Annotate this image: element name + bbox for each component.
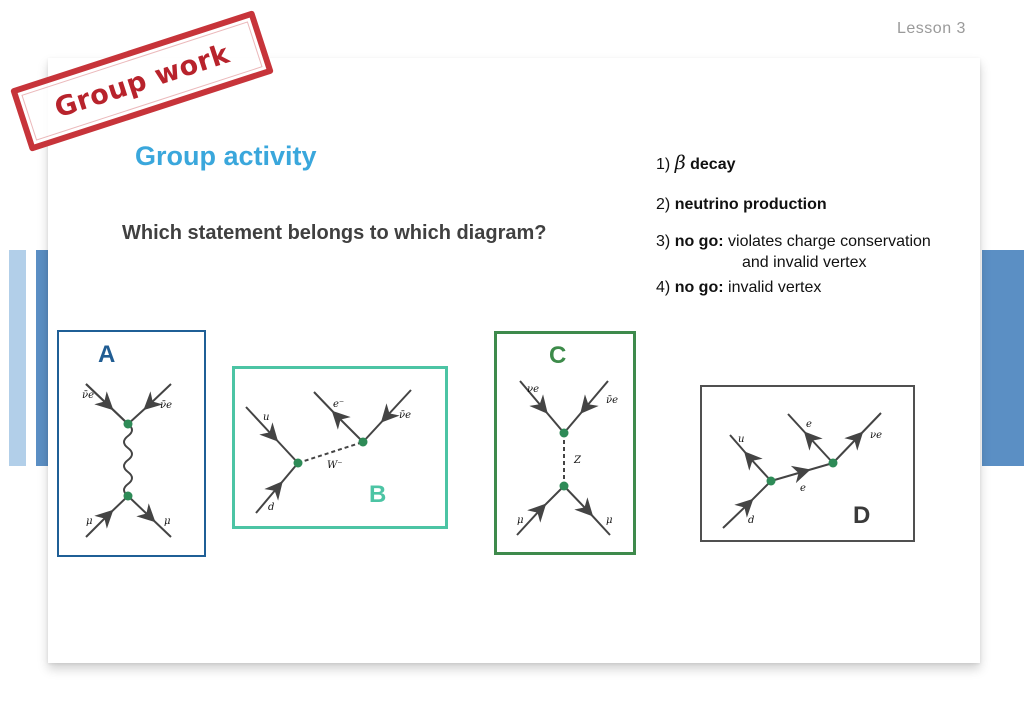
label-b-u: u xyxy=(263,412,270,423)
label-a-tl: ν̄e xyxy=(82,390,94,401)
diagram-a-label: A xyxy=(98,341,116,368)
label-d-d: d xyxy=(748,515,755,526)
label-d-e-top: e xyxy=(806,419,812,430)
statement-number: 2) xyxy=(656,196,671,213)
lesson-number: Lesson 3 xyxy=(897,20,966,37)
label-b-d: d xyxy=(268,502,275,513)
line-d-u xyxy=(730,435,771,481)
line-d-d xyxy=(723,481,771,528)
line-d-e-mid xyxy=(771,463,833,481)
label-c-br: μ xyxy=(606,515,613,526)
statement-keyword: neutrino production xyxy=(674,196,827,213)
statement-number: 1) xyxy=(656,156,671,173)
line-b-u xyxy=(246,407,298,463)
diagram-b-label: B xyxy=(369,481,387,508)
diagram-c-label: C xyxy=(549,342,567,369)
label-c-bl: μ xyxy=(517,515,524,526)
label-d-e-mid: e xyxy=(800,483,806,494)
statement-keyword: no go: xyxy=(674,233,724,250)
vertex-c-top xyxy=(560,429,569,438)
label-c-tr: ν̄e xyxy=(606,395,618,406)
vertex-b-right xyxy=(359,438,368,447)
label-d-nu: νe xyxy=(870,430,882,441)
slide-question: Which statement belongs to which diagram? xyxy=(122,222,547,244)
statement-text: invalid vertex xyxy=(728,279,822,296)
vertex-c-bottom xyxy=(560,482,569,491)
line-b-d xyxy=(256,463,298,513)
diagram-c xyxy=(517,381,610,535)
statement-keyword: no go: xyxy=(674,279,724,296)
label-c-tl: νe xyxy=(527,384,539,395)
vertex-a-top xyxy=(124,420,133,429)
label-d-u: u xyxy=(738,434,745,445)
line-c-bl xyxy=(517,486,564,535)
statement-number: 3) xyxy=(656,233,671,250)
label-c-boson: Z xyxy=(574,455,581,466)
vertex-b-left xyxy=(294,459,303,468)
label-a-bl: μ xyxy=(86,516,93,527)
statement-text: violates charge conservation xyxy=(728,233,931,250)
label-a-br: μ xyxy=(164,516,171,527)
stamp-text: Group work xyxy=(50,38,234,124)
diagram-a xyxy=(86,384,171,537)
diagram-d-label: D xyxy=(853,502,871,529)
slide-title: Group activity xyxy=(135,141,317,171)
photon-a xyxy=(124,424,132,496)
label-b-nu: ν̄e xyxy=(399,410,411,421)
label-a-tr: ν̄e xyxy=(160,400,172,411)
vertex-d-right xyxy=(829,459,838,468)
vertex-d-left xyxy=(767,477,776,486)
vertex-a-bottom xyxy=(124,492,133,501)
statement-text: and invalid vertex xyxy=(742,254,867,271)
statement-keyword: decay xyxy=(690,156,736,173)
statement-number: 4) xyxy=(656,279,671,296)
label-b-boson: W⁻ xyxy=(327,460,343,471)
label-b-e: e⁻ xyxy=(333,399,345,410)
line-c-br xyxy=(564,486,610,535)
beta-symbol: β xyxy=(674,152,686,174)
line-c-tr xyxy=(564,381,608,433)
